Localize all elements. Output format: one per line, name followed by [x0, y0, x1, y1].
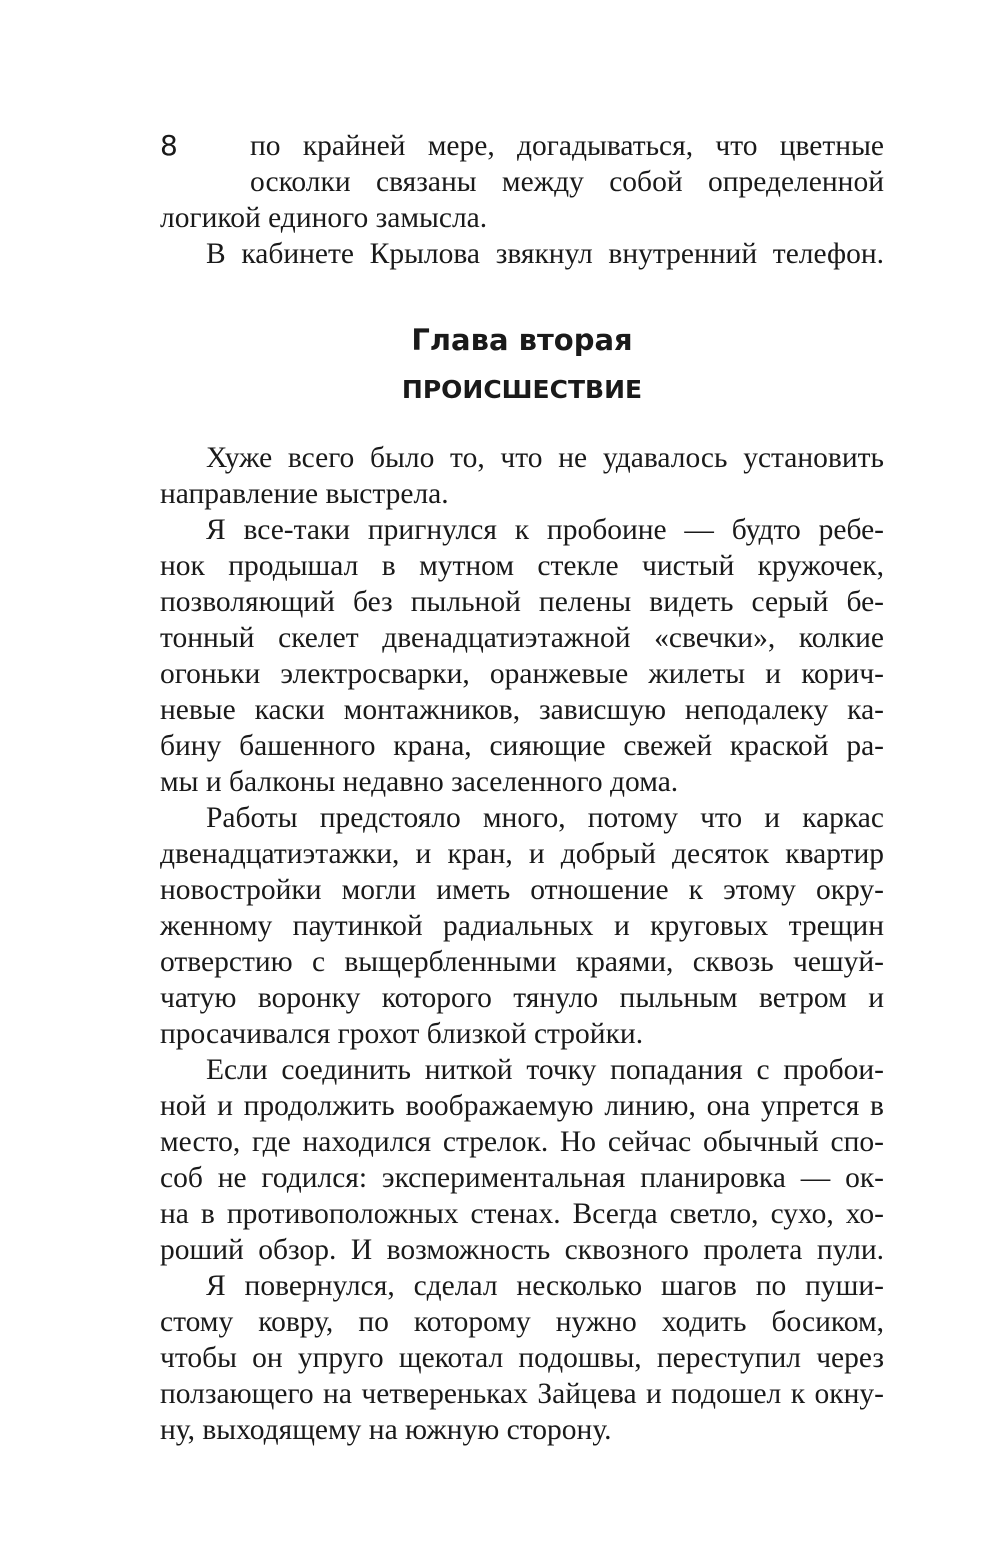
text-line: новостройки могли иметь отношение к этому окру-: [160, 874, 884, 906]
text-line: логикой единого замысла.: [160, 202, 488, 234]
text-line: ной и продолжить воображаемую линию, она упрется в: [160, 1090, 884, 1122]
page-number: 8: [160, 129, 178, 162]
text-line: отверстию с выщербленными краями, сквозь чешуй-: [160, 946, 884, 978]
text-line: стому ковру, по которому нужно ходить босиком,: [160, 1306, 884, 1338]
text-line: ну, выходящему на южную сторону.: [160, 1414, 612, 1446]
text-line: ползающего на четвереньках Зайцева и подошел к окну-: [160, 1378, 884, 1410]
text-line: Я повернулся, сделал несколько шагов по пуши-: [206, 1270, 884, 1302]
text-line: чатую воронку которого тянуло пыльным ветром и: [160, 982, 884, 1014]
text-line: нок продышал в мутном стекле чистый кружочек,: [160, 550, 884, 582]
text-line: позволяющий без пыльной пелены видеть серый бе-: [160, 586, 884, 618]
text-line: направление выстрела.: [160, 478, 449, 510]
text-line: Я все-таки пригнулся к пробоине — будто ребе-: [206, 514, 884, 546]
text-line: на в противоположных стенах. Всегда светло, сухо, хо-: [160, 1198, 884, 1230]
text-line: роший обзор. И возможность сквозного пролета пули.: [160, 1234, 884, 1266]
text-line: огоньки электросварки, оранжевые жилеты и корич-: [160, 658, 884, 690]
text-line: бину башенного крана, сияющие свежей краской ра-: [160, 730, 884, 762]
text-line: двенадцатиэтажки, и кран, и добрый десяток квартир: [160, 838, 884, 870]
text-line: Хуже всего было то, что не удавалось установить: [206, 442, 884, 474]
text-line: чтобы он упруго щекотал подошвы, переступил через: [160, 1342, 884, 1374]
chapter-heading: Глава вторая: [411, 323, 633, 357]
text-line: по крайней мере, догадываться, что цветные: [250, 130, 884, 162]
text-line: мы и балконы недавно заселенного дома.: [160, 766, 679, 798]
text-line: соб не годился: экспериментальная планировка — ок-: [160, 1162, 884, 1194]
text-line: В кабинете Крылова звякнул внутренний телефон.: [206, 238, 884, 270]
text-line: Работы предстояло много, потому что и каркас: [206, 802, 884, 834]
text-line: Если соединить ниткой точку попадания с пробои-: [206, 1054, 884, 1086]
text-line: осколки связаны между собой определенной: [250, 166, 884, 198]
text-line: женному паутинкой радиальных и круговых трещин: [160, 910, 884, 942]
text-line: место, где находился стрелок. Но сейчас обычный спо-: [160, 1126, 884, 1158]
text-line: просачивался грохот близкой стройки.: [160, 1018, 644, 1050]
text-line: тонный скелет двенадцатиэтажной «свечки», колкие: [160, 622, 884, 654]
text-line: невые каски монтажников, зависшую неподалеку ка-: [160, 694, 884, 726]
chapter-title: ПРОИСШЕСТВИЕ: [401, 375, 643, 404]
